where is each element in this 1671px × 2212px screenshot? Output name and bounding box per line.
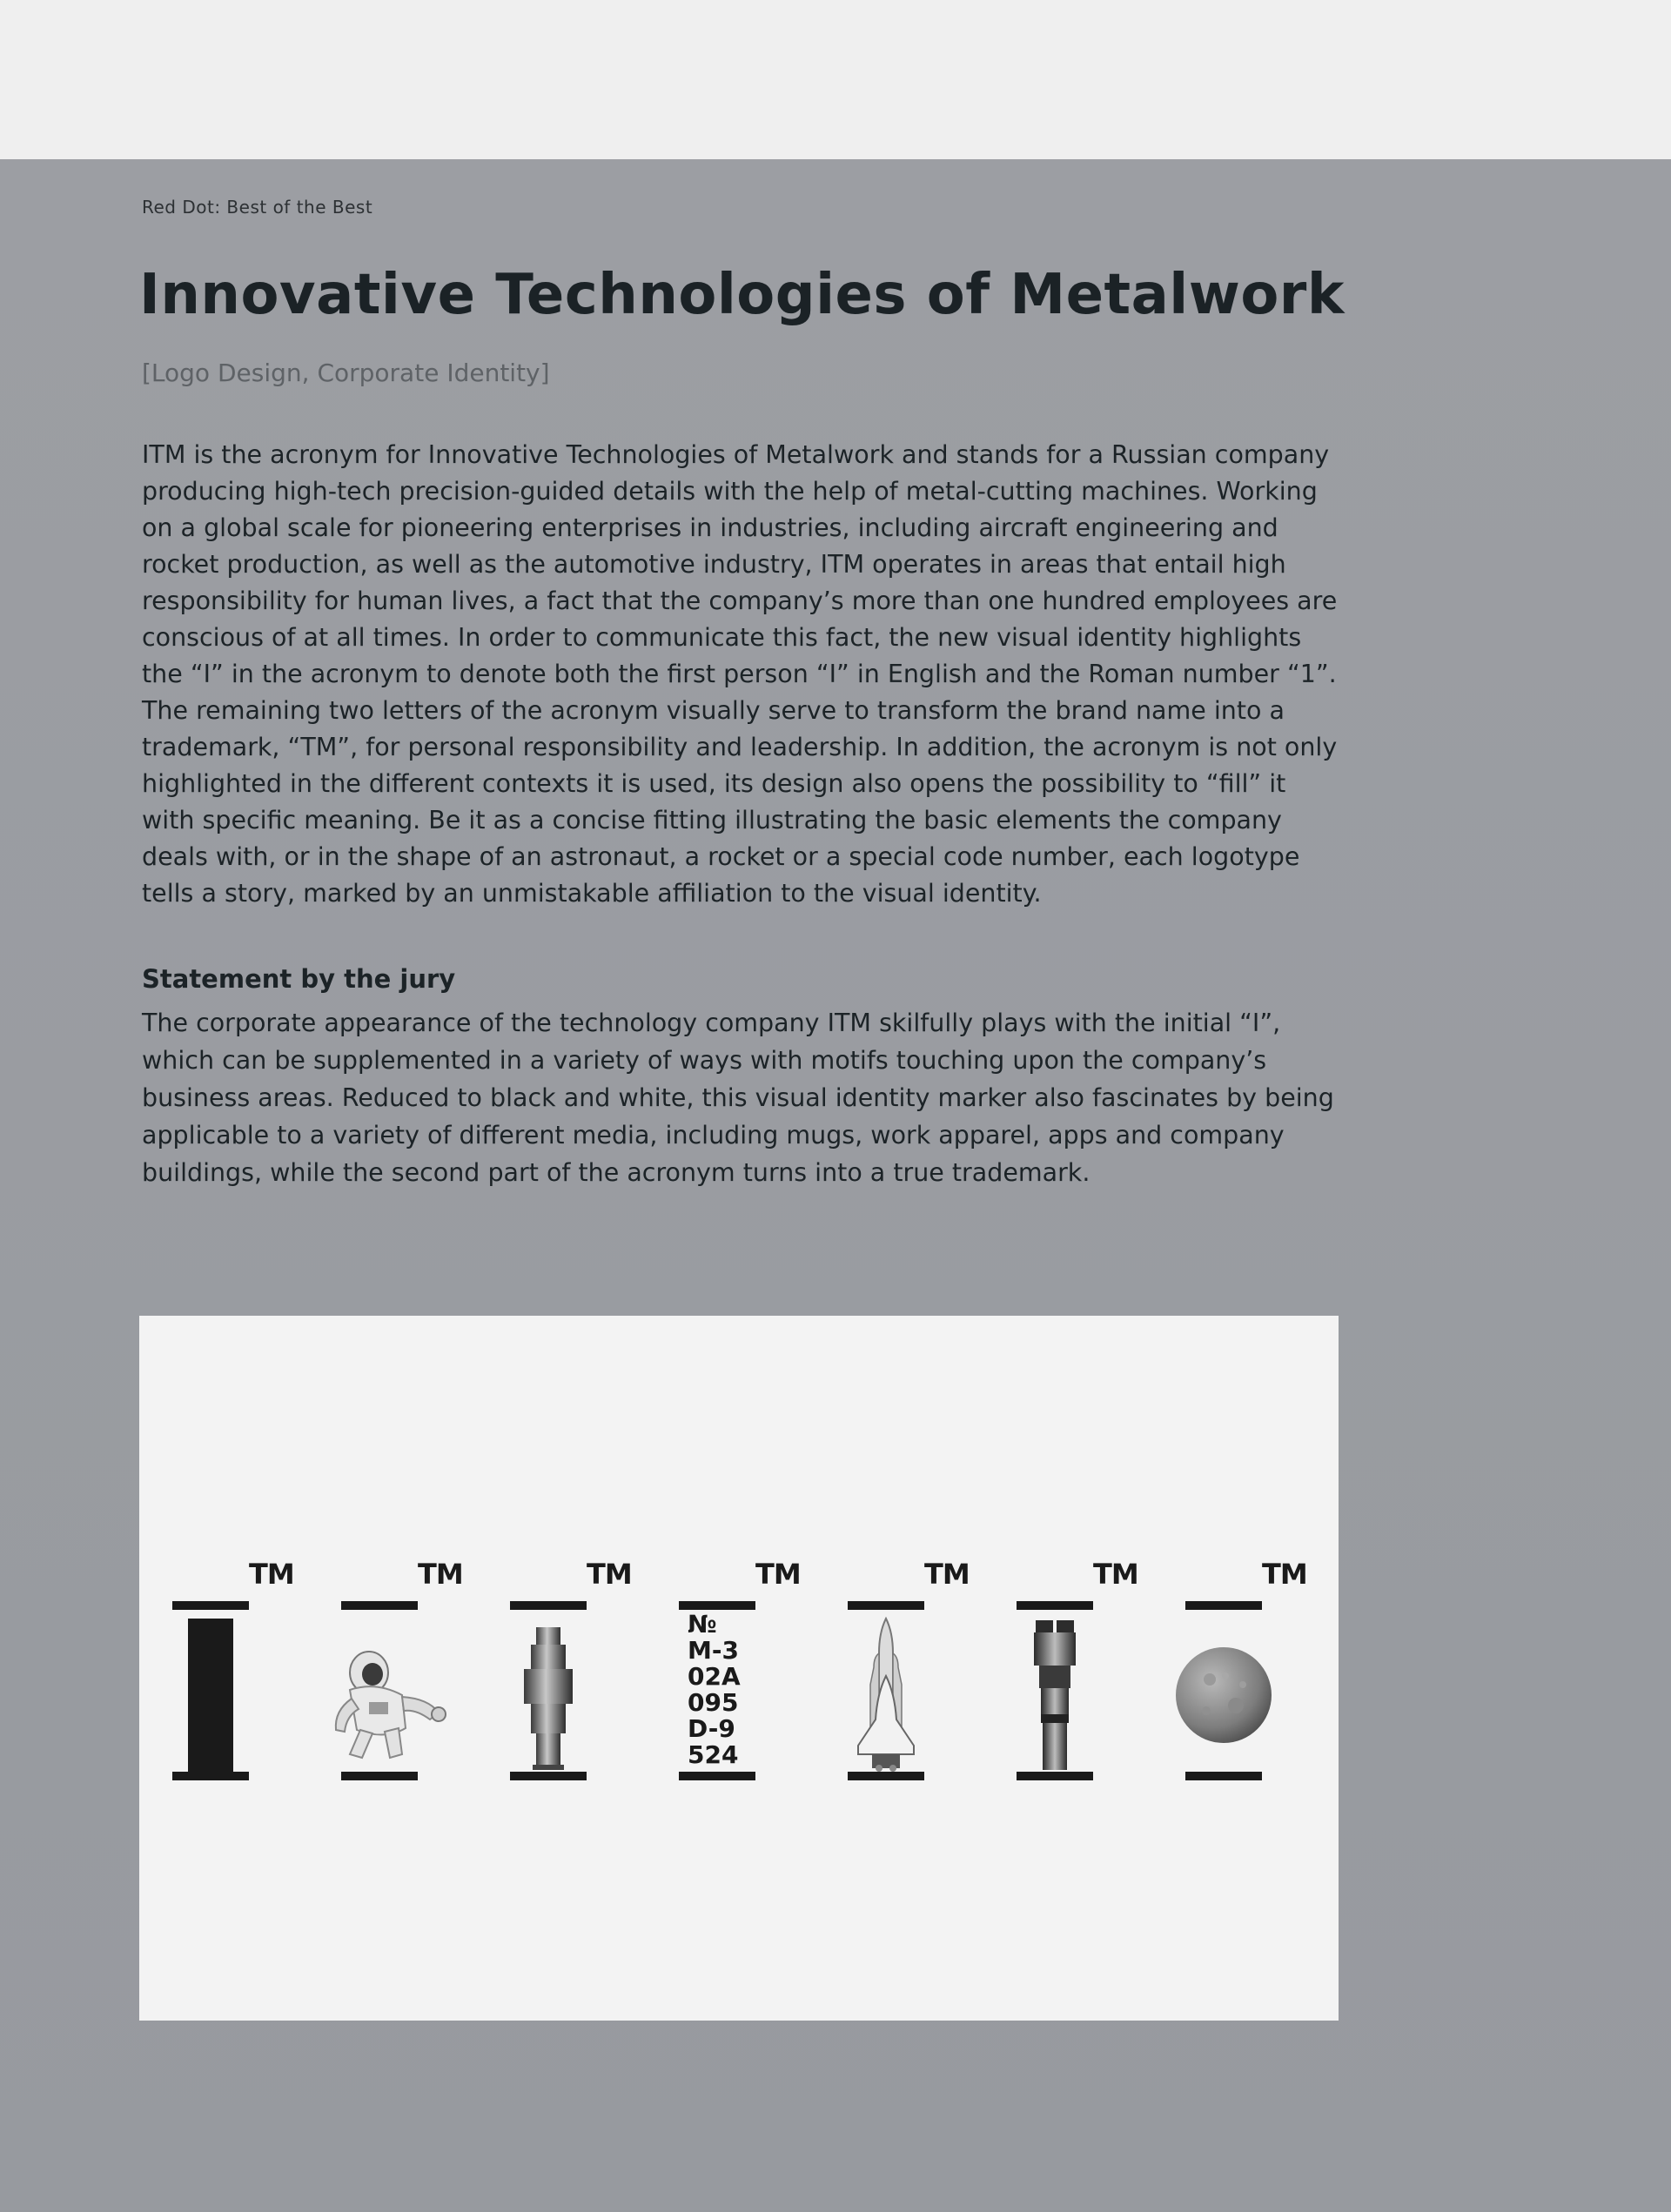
logo-variant-planet <box>1151 1558 1312 1784</box>
logo-top-bar <box>341 1601 418 1610</box>
logo-variant-cutting-tool <box>982 1558 1143 1784</box>
space-shuttle-icon <box>848 1615 924 1775</box>
logo-top-bar <box>172 1601 249 1610</box>
logo-variant-bar <box>138 1558 299 1784</box>
logo-showcase <box>139 1316 1339 2021</box>
logo-top-bar <box>1017 1601 1093 1610</box>
code-number-block <box>679 1610 755 1775</box>
logo-top-bar <box>1185 1601 1262 1610</box>
logo-bottom-bar <box>341 1772 418 1780</box>
logo-variant-code-number <box>644 1558 805 1784</box>
jury-heading: Statement by the jury <box>142 964 456 994</box>
trademark-mark: TM <box>587 1558 632 1591</box>
logo-variant-space-shuttle <box>813 1558 974 1784</box>
running-head: Red Dot: Best of the Best <box>142 197 373 218</box>
description-paragraph: ITM is the acronym for Innovative Technologies of Metalwork and stands for a Russian company producing high-tech precision-guided details with the help of metal-cutting machines. Working on a global scale for pioneering enterprises in industries, including aircraft engineering and rocket production, as well as the automotive industry, ITM operates in areas that entail high responsibility for human lives, a fact that the company’s more than one hundred employees are conscious of at all times. In order to communicate this fact, the new visual identity highlights the “I” in the acronym to denote both the first person “I” in English and the Roman number “1”. The remaining two letters of the acronym visually serve to transform the brand name into a trademark, “TM”, for personal responsibility and leadership. In addition, the acronym is not only highlighted in the different contexts it is used, its design also opens the possibility to “fill” it with specific meaning. Be it as a concise fitting illustrating the basic elements the company deals with, or in the shape of an astronaut, a rocket or a special code number, each logotype tells a story, marked by an unmistakable affiliation to the visual identity. <box>142 440 1338 908</box>
astronaut-icon <box>341 1615 418 1775</box>
logo-top-bar <box>679 1601 755 1610</box>
logo-variant-metal-part <box>475 1558 636 1784</box>
trademark-mark: TM <box>755 1558 801 1591</box>
trademark-mark: TM <box>1262 1558 1307 1591</box>
metal-part-icon <box>510 1615 587 1775</box>
trademark-mark: TM <box>1093 1558 1138 1591</box>
logo-top-bar <box>510 1601 587 1610</box>
trademark-mark: TM <box>418 1558 463 1591</box>
jury-statement: The corporate appearance of the technology company ITM skilfully plays with the initial “I”, which can be supplemented in a variety of ways with motifs touching upon the company’s business areas. Reduced to black and white, this visual identity marker also fascinates by being applicable to a variety of different media, including mugs, work apparel, apps and company buildings, while the second part of the acronym turns into a true trademark. <box>142 1009 1334 1187</box>
logo-bottom-bar <box>1017 1772 1093 1780</box>
category-subtitle: [Logo Design, Corporate Identity] <box>142 359 550 387</box>
logo-bottom-bar <box>1185 1772 1262 1780</box>
black-bar-icon <box>172 1615 249 1775</box>
logo-bottom-bar <box>848 1772 924 1780</box>
logo-bottom-bar <box>510 1772 587 1780</box>
page-title: Innovative Technologies of Metalwork <box>139 263 1345 327</box>
trademark-mark: TM <box>249 1558 294 1591</box>
logo-top-bar <box>848 1601 924 1610</box>
planet-icon <box>1185 1615 1262 1775</box>
logo-bottom-bar <box>172 1772 249 1780</box>
logo-variant-astronaut <box>306 1558 467 1784</box>
cutting-tool-icon <box>1017 1615 1093 1775</box>
code-number-text: № M-3 02A 095 D-9 524 <box>688 1610 741 1769</box>
trademark-mark: TM <box>924 1558 970 1591</box>
logo-bottom-bar <box>679 1772 755 1780</box>
